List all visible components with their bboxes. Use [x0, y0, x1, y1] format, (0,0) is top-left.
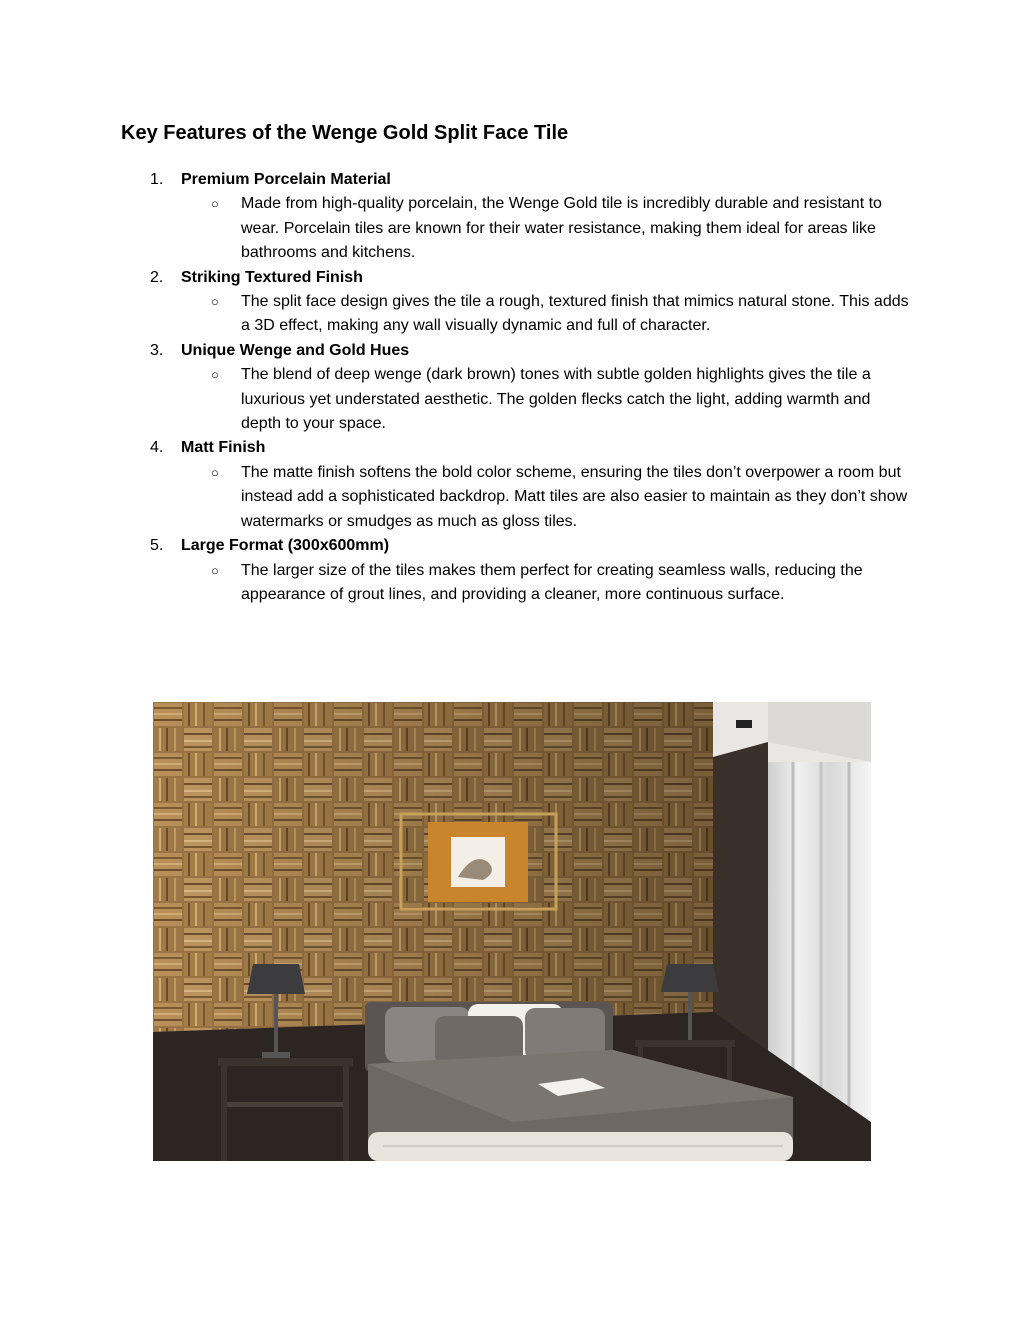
feature-item — [0, 436, 1024, 534]
item-title: Unique Wenge and Gold Hues — [181, 341, 410, 359]
hollow-circle-bullet-icon: ○ — [211, 294, 219, 310]
bedroom-tile-wall-photo — [153, 702, 871, 1161]
item-detail — [0, 363, 1024, 436]
item-detail — [0, 461, 1024, 534]
hollow-circle-bullet-icon: ○ — [211, 562, 219, 578]
item-detail — [0, 290, 1024, 339]
item-title: Large Format (300x600mm) — [181, 537, 390, 555]
item-title: Premium Porcelain Material — [181, 171, 391, 188]
item-description: The blend of deep wenge (dark brown) tones with subtle golden highlights gives the tile a luxurious yet understated aesthetic. The golden flecks catch the light, adding warmth and depth to your space. — [241, 366, 871, 433]
feature-item — [0, 339, 1024, 437]
hollow-circle-bullet-icon: ○ — [211, 196, 219, 212]
item-description: The split face design gives the tile a rough, textured finish that mimics natural stone. This adds a 3D effect, making any wall visually dynamic and full of character. — [241, 293, 909, 335]
item-title: Matt Finish — [181, 439, 266, 457]
page-title: Key Features of the Wenge Gold Split Face Tile — [121, 122, 569, 144]
bedroom-scene-illustration — [153, 702, 871, 1161]
item-description: The matte finish softens the bold color scheme, ensuring the tiles don’t overpower a room but instead add a sophisticated backdrop. Matt tiles are also easier to maintain as they don’t show watermarks or smudges as much as gloss tiles. — [241, 463, 908, 530]
item-number: 5. — [150, 537, 164, 555]
hollow-circle-bullet-icon: ○ — [211, 367, 219, 383]
item-number: 3. — [150, 341, 164, 359]
hollow-circle-bullet-icon: ○ — [211, 464, 219, 480]
item-description: Made from high-quality porcelain, the Wenge Gold tile is incredibly durable and resistant to wear. Porcelain tiles are known for their water resistance, making them ideal for areas like bathrooms and kitchens. — [241, 195, 882, 262]
item-number: 2. — [150, 268, 164, 286]
item-detail — [0, 559, 1024, 608]
feature-list — [0, 168, 1024, 607]
item-number: 4. — [150, 439, 164, 457]
item-description: The larger size of the tiles makes them perfect for creating seamless walls, reducing the appearance of grout lines, and providing a cleaner, more continuous surface. — [241, 561, 863, 603]
item-title: Striking Textured Finish — [181, 268, 363, 286]
feature-item — [0, 168, 1024, 266]
feature-item — [0, 534, 1024, 607]
item-detail — [0, 192, 1024, 265]
feature-item — [0, 266, 1024, 339]
item-number: 1. — [150, 171, 164, 188]
